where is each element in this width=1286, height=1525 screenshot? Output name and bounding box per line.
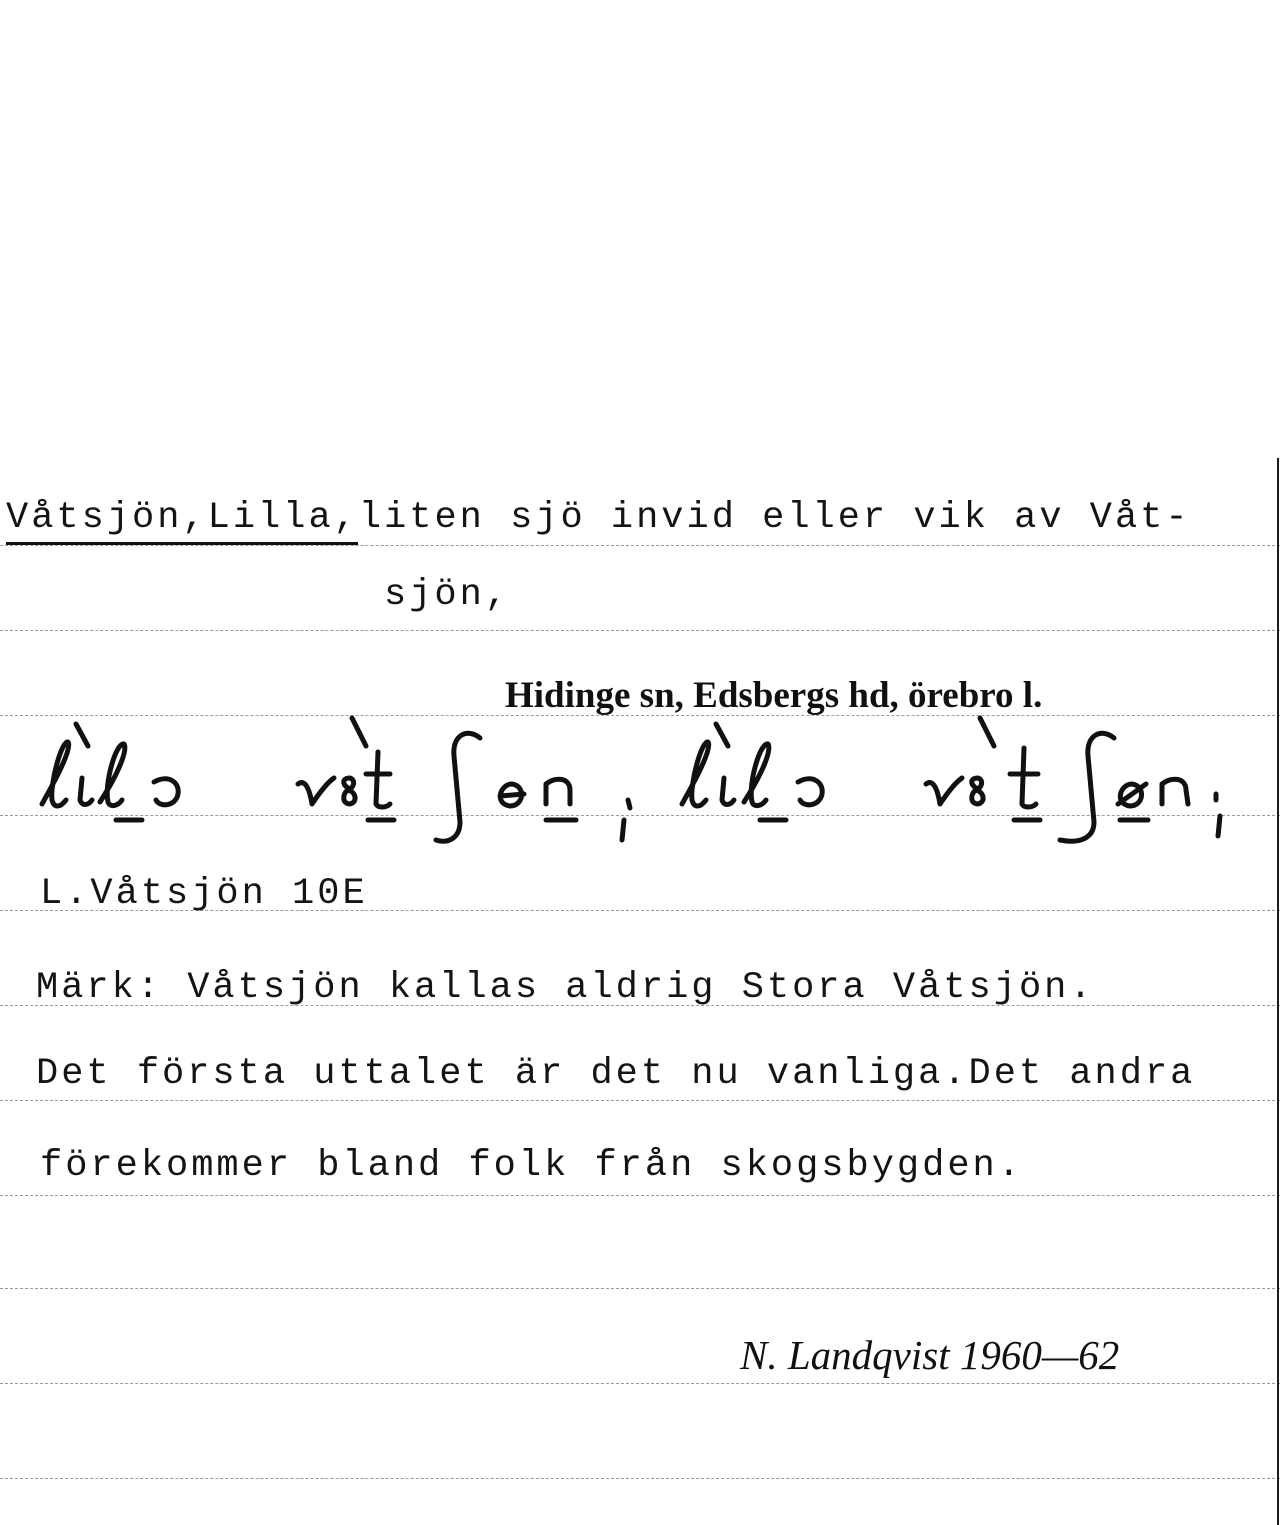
collector-stamp: N. Landqvist 1960—62 bbox=[740, 1332, 1120, 1378]
headword-line bbox=[6, 497, 1191, 539]
ruled-line bbox=[0, 1288, 1280, 1289]
ruled-line bbox=[0, 1478, 1280, 1479]
place-stamp: Hidinge sn, Edsbergs hd, örebro l. bbox=[505, 675, 1043, 716]
note-line-3: förekommer bland folk från skogsbygden. bbox=[40, 1145, 1023, 1187]
card-right-margin-line bbox=[1277, 458, 1279, 1525]
note-line-2: Det första uttalet är det nu vanliga.Det andra bbox=[36, 1053, 1196, 1095]
map-reference: L.Våtsjön 10E bbox=[40, 873, 368, 915]
ruled-line bbox=[0, 1100, 1280, 1101]
headword-underline bbox=[6, 542, 358, 545]
definition: ,liten sjö invid eller vik av Våt- bbox=[333, 497, 1191, 539]
ruled-line bbox=[0, 1195, 1280, 1196]
headword: Våtsjön,Lilla bbox=[6, 497, 334, 539]
ruled-line bbox=[0, 545, 1280, 546]
ruled-line bbox=[0, 630, 1280, 631]
ruled-line bbox=[0, 1383, 1280, 1384]
note-line-1: Märk: Våtsjön kallas aldrig Stora Våtsjön. bbox=[36, 967, 1095, 1009]
phonetic-transcription bbox=[30, 712, 1270, 852]
handwritten-phonetic-drawing bbox=[30, 712, 1270, 852]
definition-continuation: sjön, bbox=[384, 574, 511, 616]
